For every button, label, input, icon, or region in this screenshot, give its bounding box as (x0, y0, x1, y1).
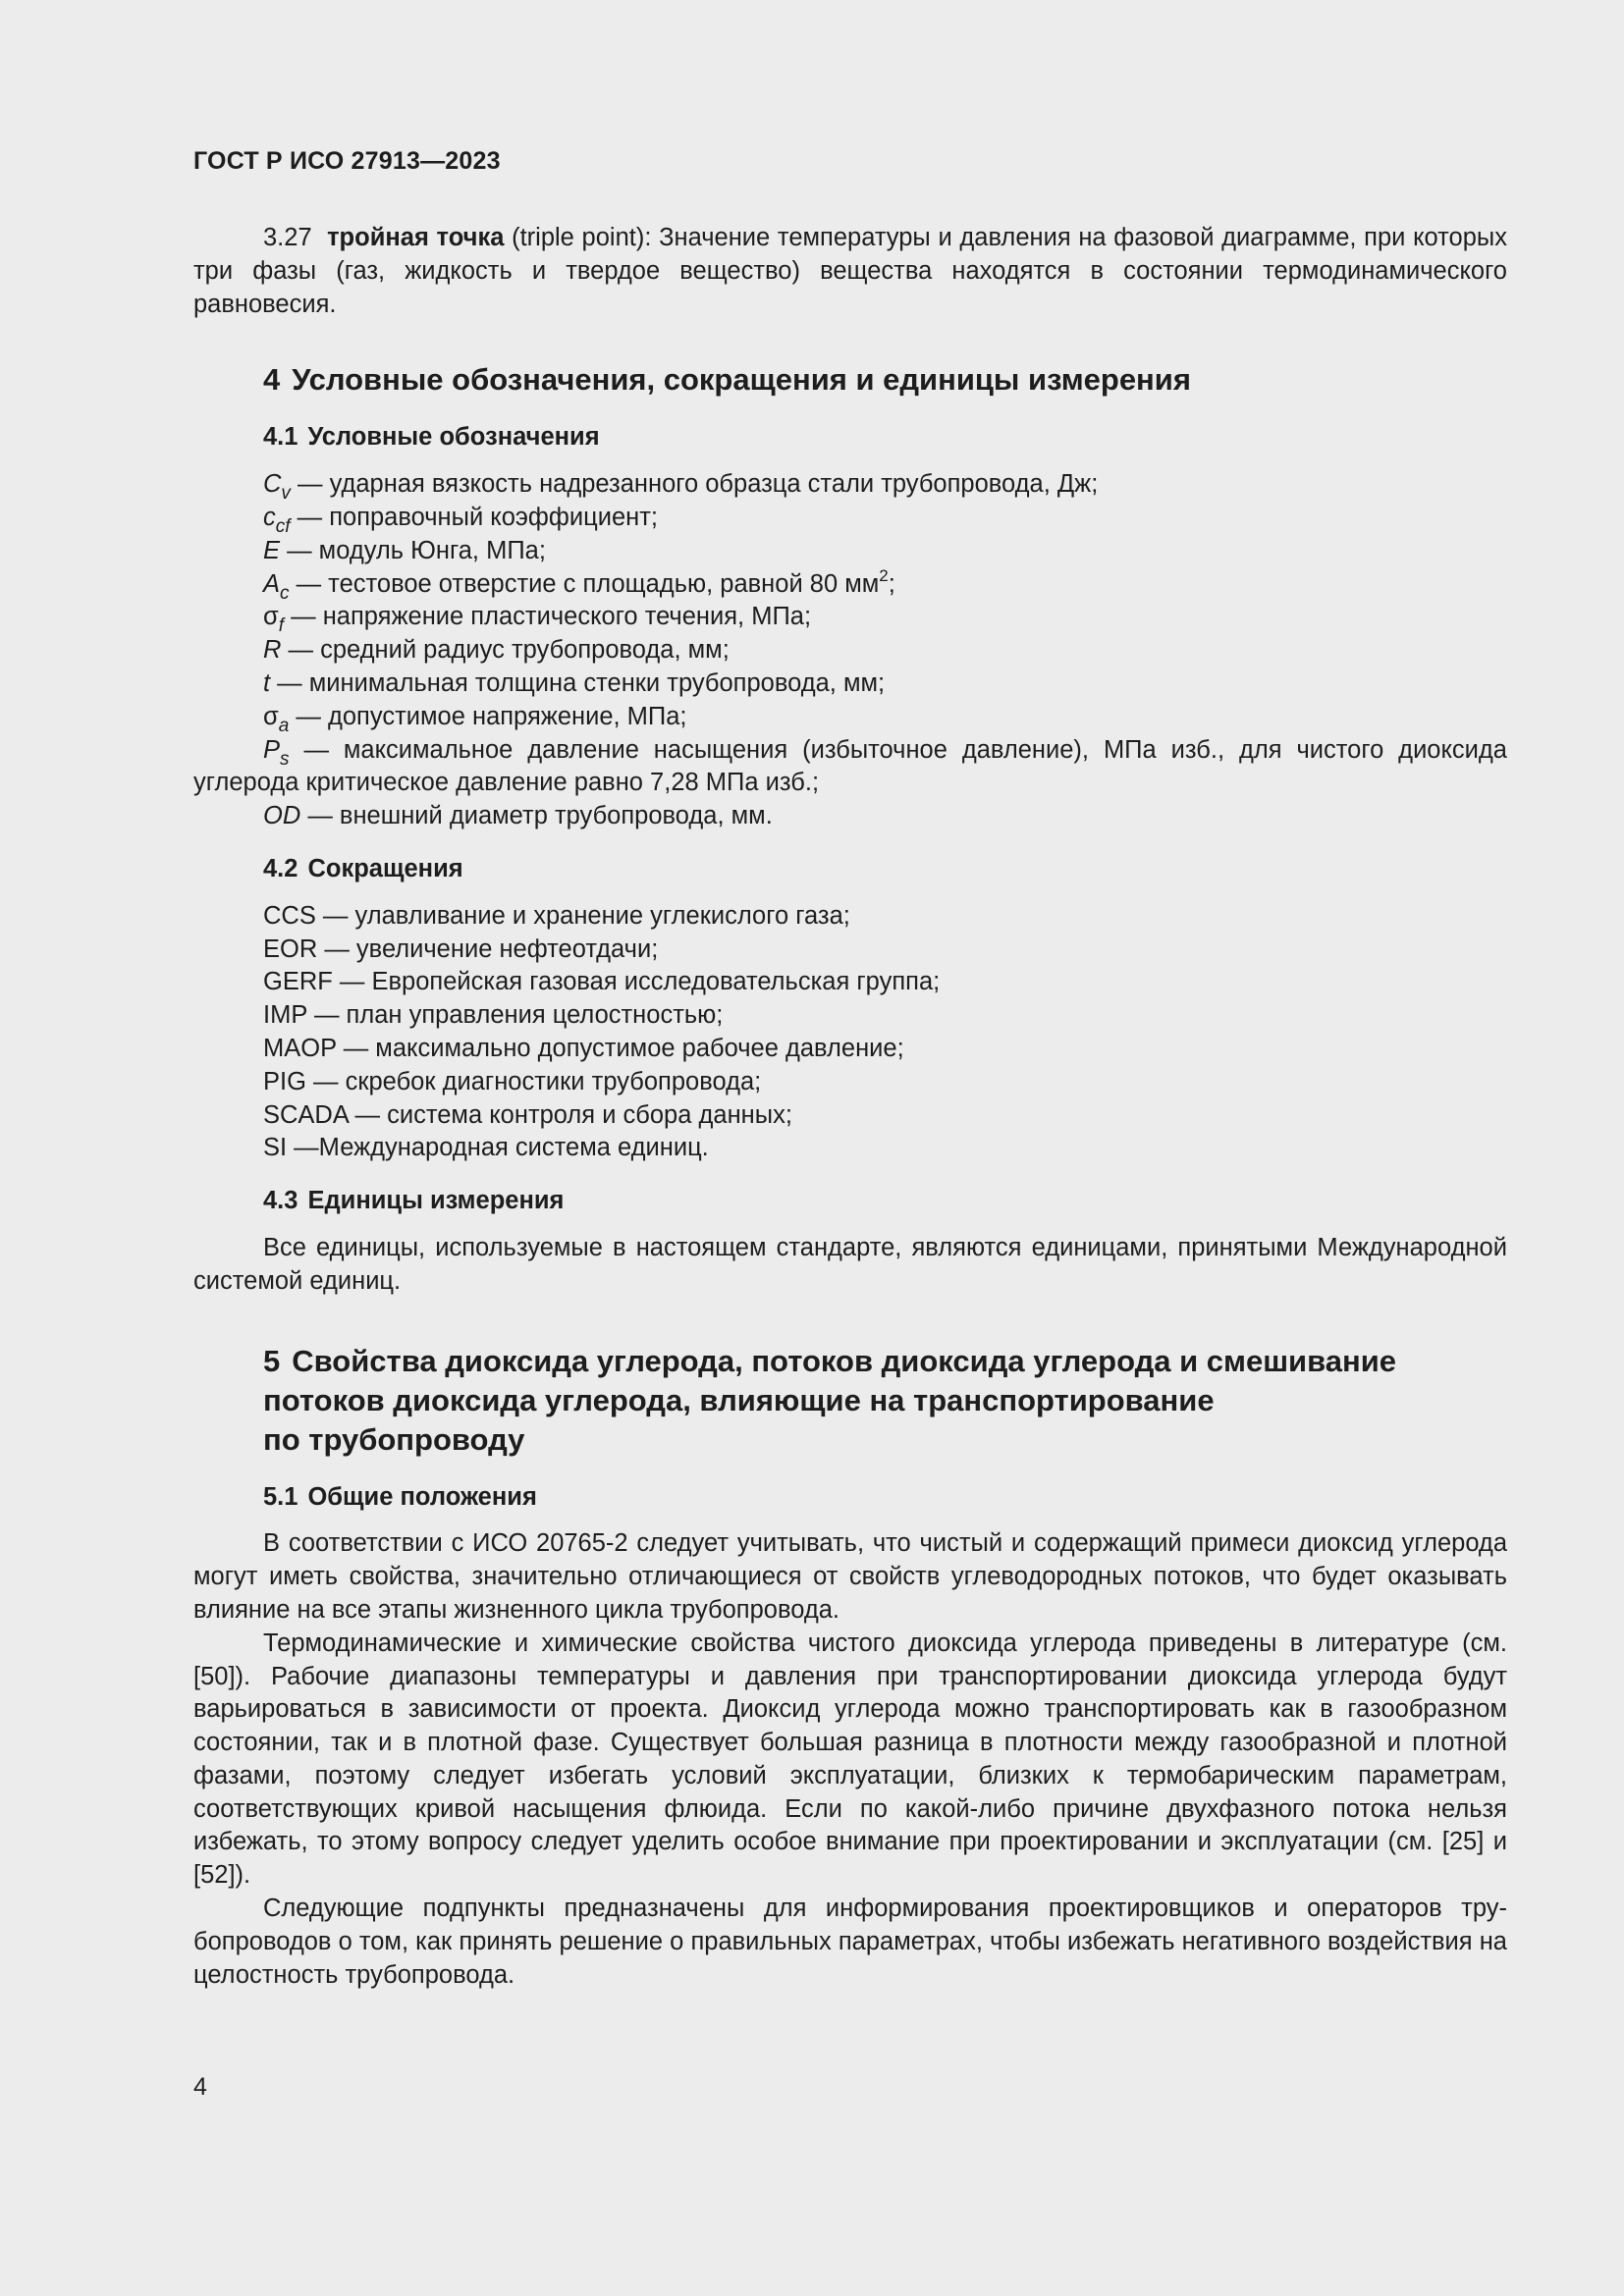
symbol-item: $c_{cf}$ — поправочный коэффициент; (263, 503, 658, 537)
abbreviation-item: SI —Международная система единиц. (263, 1134, 709, 1162)
paragraph: В соответствии с ИСО 20765-2 следует учитывать, что чистый и содержащий примеси диоксид углерода могут иметь свойства, значительно отличающиеся от свойств углеводородных потоков, что будет оказывать влияние на все этапы жизненного цикла трубопровода. (193, 1529, 1507, 1624)
symbol-item: $C_v$ — ударная вязкость надрезанного образца стали трубопровода, Дж; (263, 470, 1099, 505)
section-5-heading: 5 Свойства диоксида углерода, потоков диоксида углерода и смешивание потоков диоксида углерода, влияющие на транспортирование по трубопроводу (263, 1343, 1397, 1457)
abbreviation-item: IMP — план управления целостностью; (263, 1001, 724, 1030)
symbol-item: $P_s$ — максимальное давление насыщения (избыточное давление), МПа изб., для чистого диоксида углерода критическое давление равно 7,28 МПа изб.; (193, 735, 1507, 797)
abbreviation-item: MAOP — максимально допустимое рабочее давление; (263, 1034, 904, 1062)
section-5-1-heading: 5.1 Общие положения (263, 1482, 537, 1511)
symbol-item: t — минимальная толщина стенки трубопровода, мм; (263, 668, 886, 697)
abbreviation-item: PIG — скребок диагностики трубопровода; (263, 1067, 762, 1095)
abbreviation-item: EOR — увеличение нефтеотдачи; (263, 934, 659, 963)
symbol-item: $\sigma_f$ — напряжение пластического течения, МПа; (263, 603, 812, 637)
paragraph: Следующие подпункты предназначены для информирования проектировщиков и операторов трубопроводов о том, как принять решение о правильных параметрах, чтобы избежать негативного воздействия на целостность трубопровода. (193, 1895, 1507, 1989)
page-content (193, 222, 1507, 1992)
paragraph: Термодинамические и химические свойства чистого диоксида углерода приведены в литературе (см. [50]). Рабочие диапазоны температуры и давления при транспортировании диоксида углерода будут варьироваться в зависимости от проекта. Диоксид углерода можно транспортировать как в газообразном состоянии, так и в плотной фазе. Существует большая разница в плотности между газообразной и плотной фазами, поэтому следует избегать условий эксплуатации, близких к термобарическим параметрам, соответствующих кривой насыщения флюида. Если по какой-либо причине двухфазного потока нельзя избежать, то этому вопросу следует уделить особое внимание при проектировании и эксплуатации (см. [25] и [52]). (193, 1629, 1507, 1890)
section-4-3-heading: 4.3 Единицы измерения (263, 1187, 565, 1215)
defined-term: тройная точка (327, 224, 505, 251)
abbreviation-item: CCS — улавливание и хранение углекислого газа; (263, 901, 850, 930)
symbol-item: OD — внешний диаметр трубопровода, мм. (263, 802, 773, 830)
definition-3-27 (193, 222, 1507, 321)
units-paragraph: Все единицы, используемые в настоящем стандарте, являются единицами, принятыми Международной системой единиц. (193, 1233, 1507, 1295)
symbol-item: E — модуль Юнга, МПа; (263, 536, 546, 564)
document-header: ГОСТ Р ИСО 27913—2023 (193, 147, 501, 175)
clause-number: 3.27 (263, 224, 312, 251)
section-4-2-heading: 4.2 Сокращения (263, 854, 463, 882)
definition-text: (triple point): Значение температуры и давления на фазовой диаграмме, при которых три фазы (газ, жидкость и твердое вещество) вещества находятся в состоянии термодинамического равновесия. (193, 224, 1507, 318)
abbreviations-list (193, 900, 1507, 1165)
section-4-heading: 4 Условные обозначения, сокращения и единицы измерения (263, 362, 1191, 398)
symbol-item: $\sigma_a$ — допустимое напряжение, МПа; (263, 702, 687, 736)
abbreviation-item: SCADA — система контроля и сбора данных; (263, 1100, 792, 1129)
abbreviation-item: GERF — Европейская газовая исследовательская группа; (263, 968, 941, 996)
symbol-item: R — средний радиус трубопровода, мм; (263, 636, 730, 665)
page-number: 4 (193, 2073, 207, 2101)
symbol-item: $A_c$ — тестовое отверстие с площадью, равной 80 $мм^2$; (263, 565, 895, 604)
symbols-list (193, 468, 1507, 833)
section-4-1-heading: 4.1 Условные обозначения (263, 423, 600, 452)
